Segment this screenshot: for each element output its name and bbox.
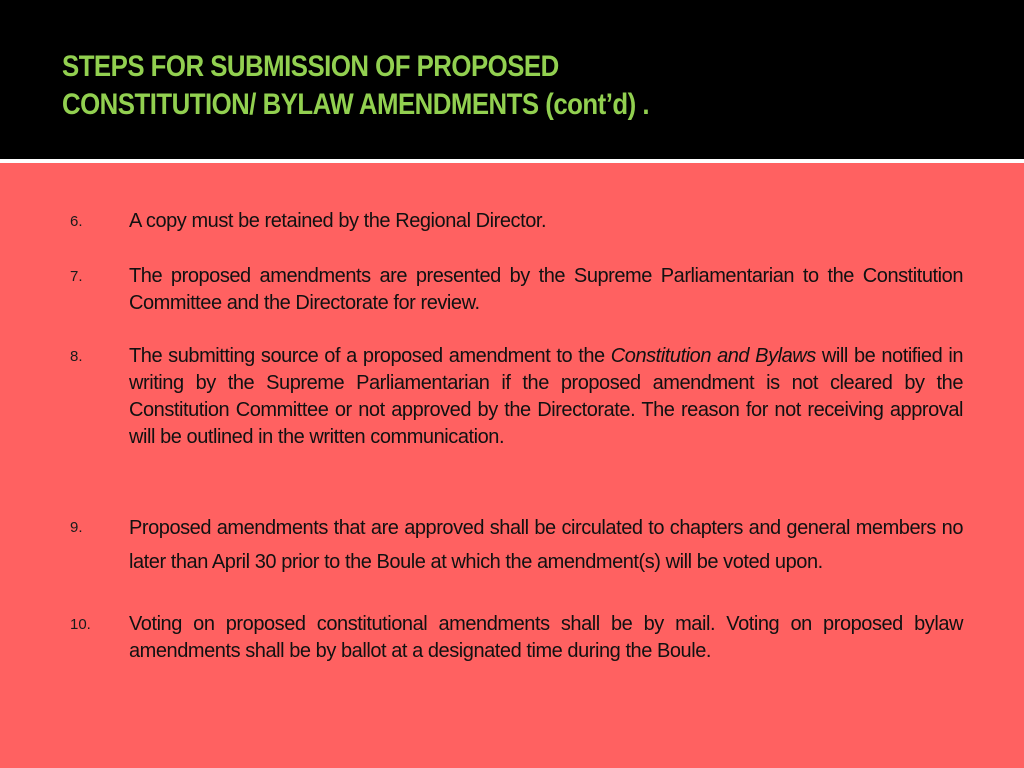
title-bar xyxy=(0,0,1024,160)
list-item-text: Proposed amendments that are approved shall be circulated to chapters and general members no later than April 30 prior to the Boule at which the amendment(s) will be voted upon. xyxy=(129,517,963,573)
list-item-number: 6. xyxy=(70,213,83,230)
list-item-number: 8. xyxy=(70,348,83,365)
list-item-number: 9. xyxy=(70,519,83,536)
list-item-text: Voting on proposed constitutional amendments shall be by mail. Voting on proposed bylaw amendments shall be by ballot at a designated time during the Boule. xyxy=(129,613,963,662)
constitution-and-bylaws-title: Constitution and Bylaws xyxy=(610,345,816,367)
list-item-text: A copy must be retained by the Regional Director. xyxy=(129,210,547,232)
list-item-text-part: The submitting source of a proposed amendment to the xyxy=(129,345,611,367)
list-item-text xyxy=(129,343,963,451)
list-item-text: The proposed amendments are presented by the Supreme Parliamentarian to the Constitution Committee and the Directorate for review. xyxy=(129,265,963,314)
slide-title xyxy=(62,48,862,124)
amendment-steps-list xyxy=(0,163,1024,768)
list-item-text-part: will be notified in writing by the Supreme Parliamentarian if the proposed amendment is not cleared by the Constitution Committee or not approved by the Directorate. The reason for not receiving approval will be outlined in the written communication. xyxy=(129,345,963,448)
list-item-number: 10. xyxy=(70,616,91,633)
slide-body xyxy=(0,163,1024,768)
slide-title-line-1: STEPS FOR SUBMISSION OF PROPOSED xyxy=(62,50,559,83)
list-item-number: 7. xyxy=(70,268,83,285)
slide-title-line-2: CONSTITUTION/ BYLAW AMENDMENTS (cont’d) . xyxy=(62,88,650,121)
